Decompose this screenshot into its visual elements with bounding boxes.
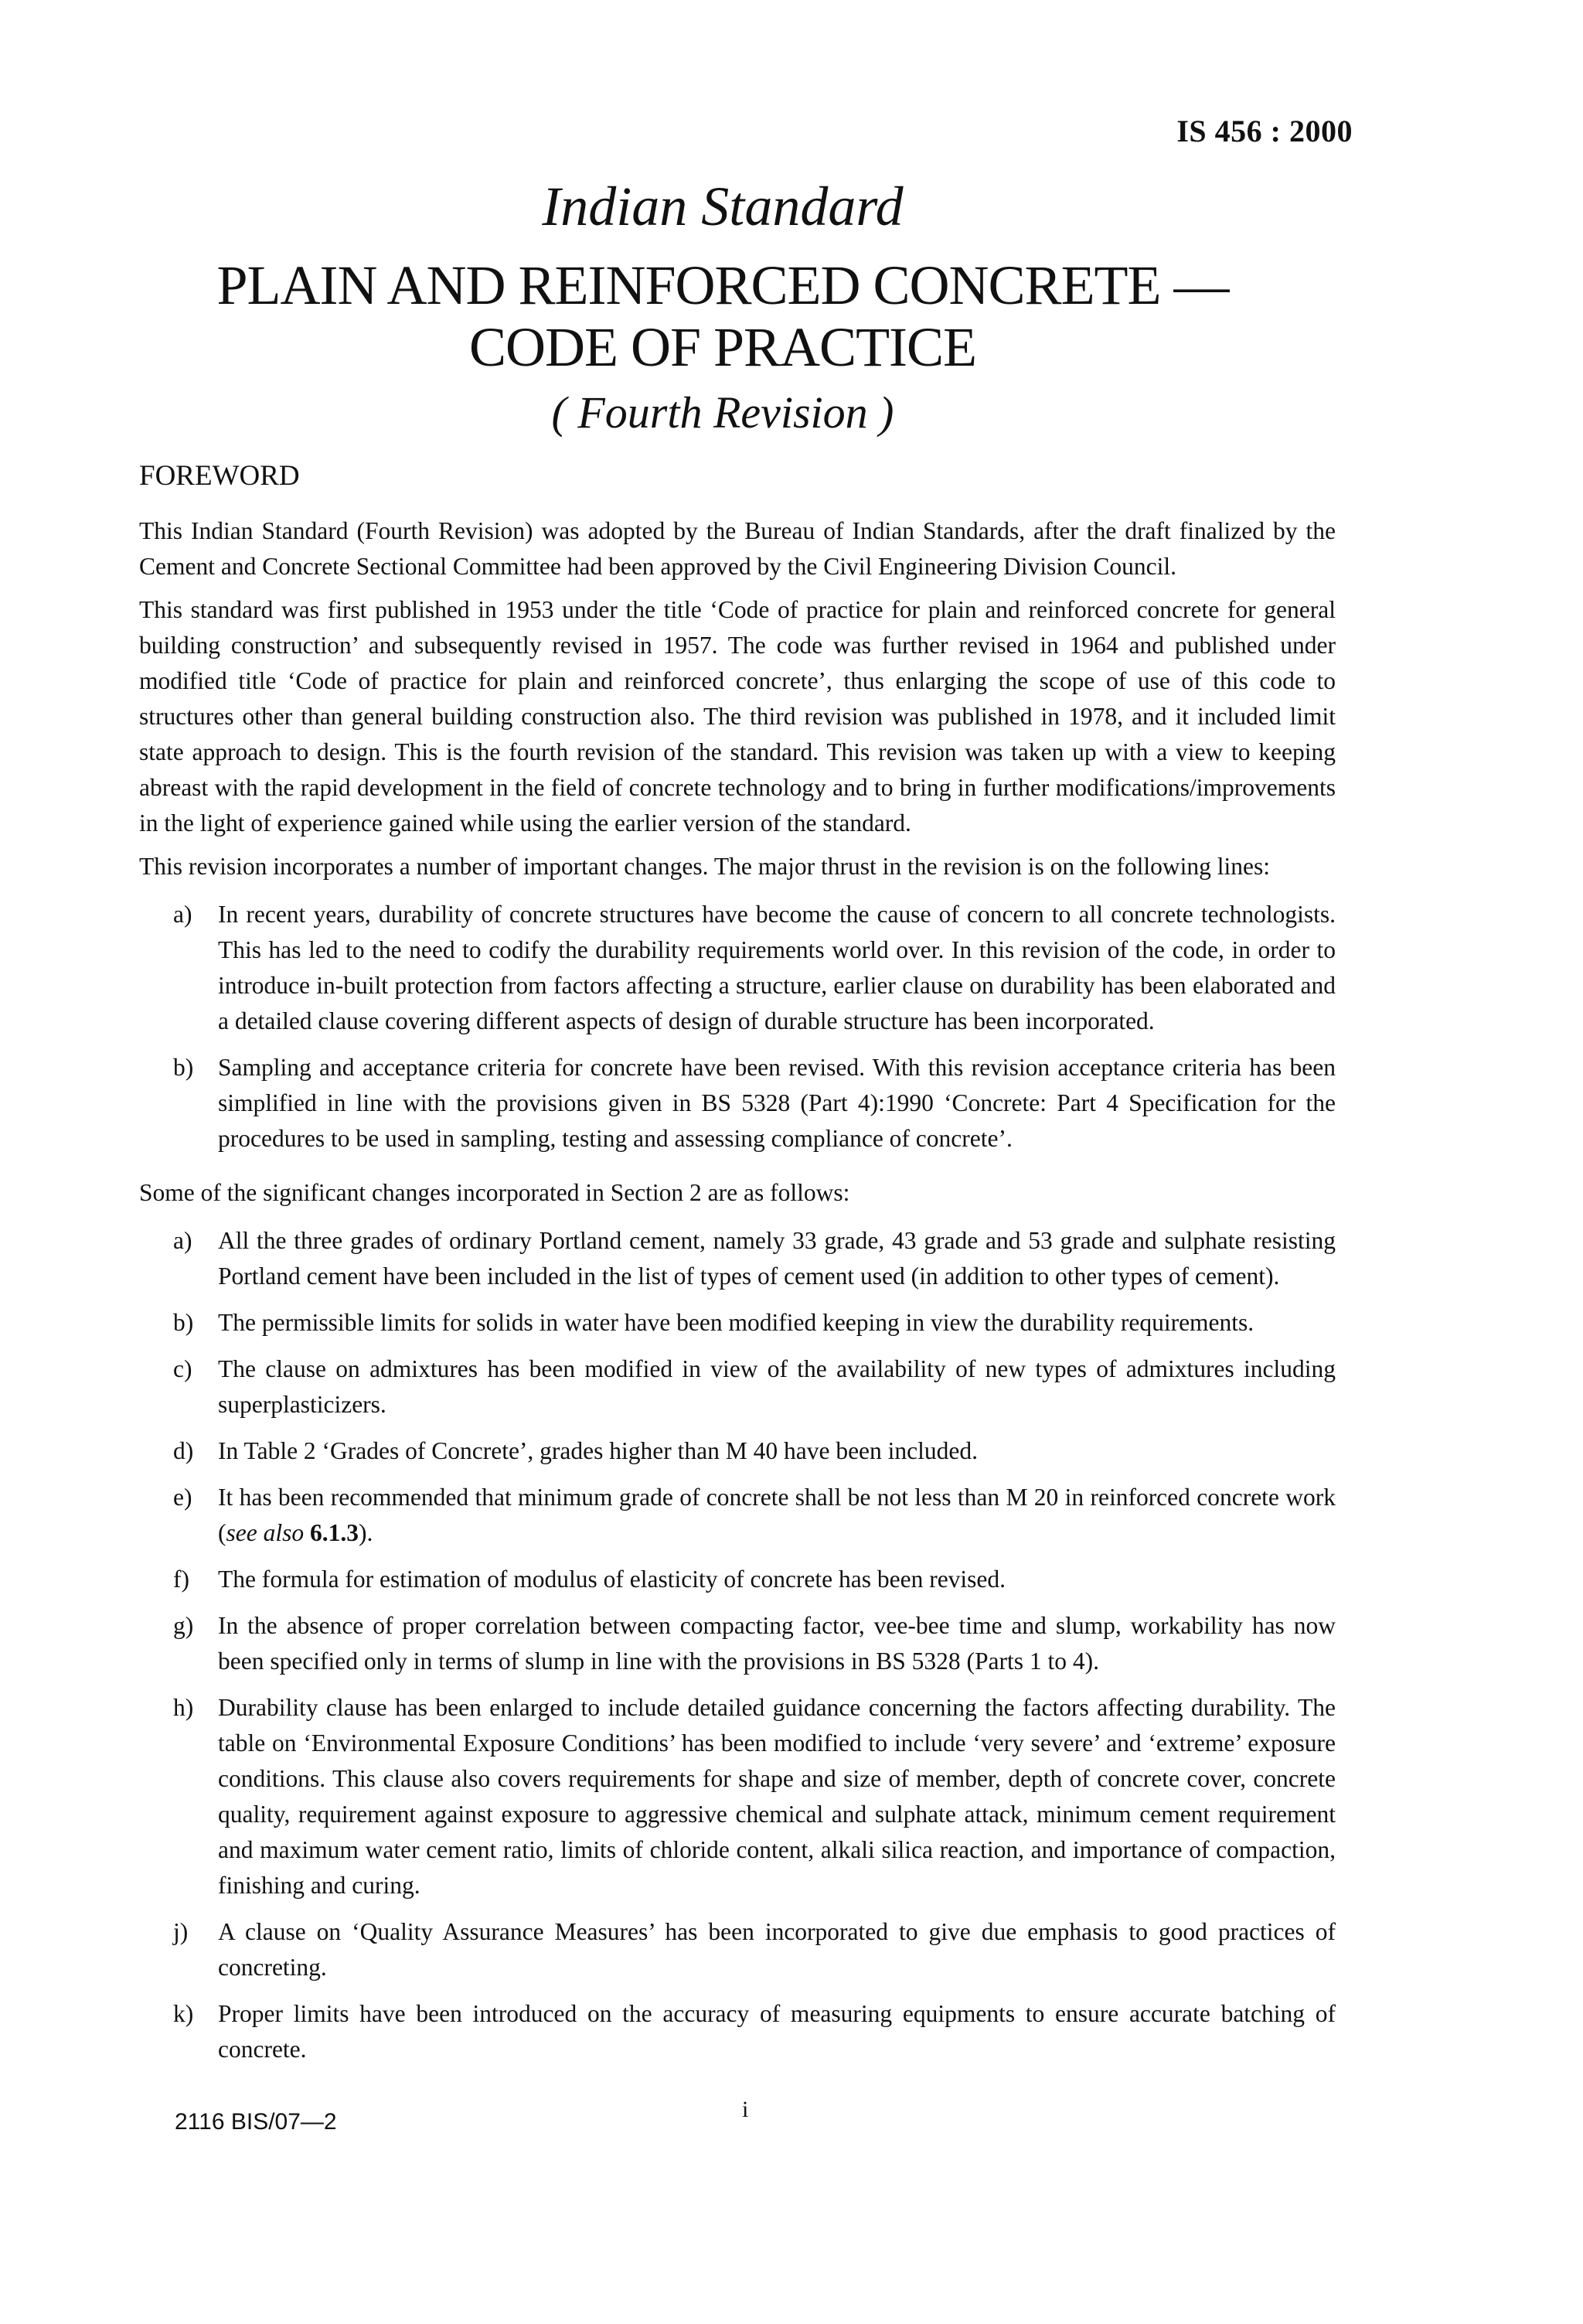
see-also-text: see also [226, 1519, 305, 1546]
list-item-label: b) [173, 1309, 194, 1336]
list-item-text: Proper limits have been introduced on the accuracy of measuring equipments to ensure accurate batching of concrete. [218, 2000, 1336, 2063]
document-title-line-2: CODE OF PRACTICE [468, 316, 977, 378]
list-item [139, 1690, 1336, 1903]
list-item-label: d) [173, 1437, 194, 1464]
list-item-text: The clause on admixtures has been modified in view of the availability of new types of admixtures including superplasticizers. [218, 1355, 1336, 1418]
list-item-text: The permissible limits for solids in water have been modified keeping in view the durability requirements. [218, 1309, 1254, 1336]
list-item-text: In the absence of proper correlation between compacting factor, vee-bee time and slump, workability has now been specified only in terms of slump in line with the provisions in BS 5328 (Parts 1 to 4). [218, 1612, 1336, 1675]
list-item [139, 1351, 1336, 1423]
list-item-label: f) [173, 1566, 189, 1593]
list-item-text: A clause on ‘Quality Assurance Measures’ has been incorporated to give due emphasis to good practices of concreting. [218, 1918, 1336, 1981]
clause-reference: 6.1.3 [309, 1519, 359, 1546]
section2-changes-list [139, 1223, 1336, 2067]
list-item [139, 1996, 1336, 2067]
revision-subtitle: ( Fourth Revision ) [551, 387, 894, 438]
document-title-line-1: PLAIN AND REINFORCED CONCRETE — [216, 254, 1229, 316]
list-item-text: Durability clause has been enlarged to include detailed guidance concerning the factors affecting durability. The table on ‘Environmental Exposure Conditions’ has been modified to include ‘very severe’ and ‘extreme’ exposure conditions. This clause also covers requirements for shape and size of member, depth of concrete cover, concrete quality, requirement against exposure to aggressive chemical and sulphate attack, minimum cement requirement and maximum water cement ratio, limits of chloride content, alkali silica reaction, and importance of compaction, finishing and curing. [218, 1694, 1336, 1899]
foreword-body [139, 513, 1336, 2086]
list-item [139, 897, 1336, 1039]
list-item [139, 1480, 1336, 1551]
print-code: 2116 BIS/07—2 [175, 2109, 337, 2135]
list-item-text [218, 1484, 1336, 1546]
list-item-text: The formula for estimation of modulus of elasticity of concrete has been revised. [218, 1566, 1006, 1593]
list-item-label: a) [173, 1227, 192, 1254]
page-number: i [742, 2097, 749, 2122]
list-item-label: a) [173, 901, 192, 928]
indian-standard-label: Indian Standard [542, 175, 904, 237]
list-item-label: e) [173, 1484, 192, 1511]
list-item [139, 1223, 1336, 1294]
paragraph-history: This standard was first published in 1953 under the title ‘Code of practice for plain and reinforced concrete for general building construction’ and subsequently revised in 1957. The code was further revised in 1964 and published under modified title ‘Code of practice for plain and reinforced concrete’, thus enlarging the scope of use of this code to structures other than general building construction also. The third revision was published in 1978, and it included limit state approach to design. This is the fourth revision of the standard. This revision was taken up with a view to keeping abreast with the rapid development in the field of concrete technology and to bring in further modifications/improvements in the light of experience gained while using the earlier version of the standard. [139, 596, 1336, 837]
list-item-text: In Table 2 ‘Grades of Concrete’, grades higher than M 40 have been included. [218, 1437, 978, 1464]
list-item-label: h) [173, 1694, 194, 1721]
list-item-label: j) [173, 1918, 189, 1945]
paragraph-changes-intro: This revision incorporates a number of important changes. The major thrust in the revision is on the following lines: [139, 853, 1270, 880]
list-item-text: In recent years, durability of concrete structures have become the cause of concern to all concrete technologists. This has led to the need to codify the durability requirements world over. In this revision of the code, in order to introduce in-built protection from factors affecting a structure, earlier clause on durability has been elaborated and a detailed clause covering different aspects of design of durable structure has been incorporated. [218, 901, 1336, 1034]
list-item [139, 1433, 1336, 1469]
list-item-text-start: It has been recommended that minimum grade of concrete shall be not less than M 20 in reinforced concrete work ( [218, 1484, 1336, 1546]
foreword-heading: FOREWORD [139, 460, 300, 492]
list-item-text: All the three grades of ordinary Portland cement, namely 33 grade, 43 grade and 53 grade and sulphate resisting Portland cement have been included in the list of types of cement used (in addition to other types of cement). [218, 1227, 1336, 1290]
list-item [139, 1914, 1336, 1985]
list-item-label: k) [173, 2000, 194, 2027]
list-item [139, 1562, 1336, 1597]
list-item [139, 1608, 1336, 1679]
list-item-text-end: ). [358, 1519, 373, 1546]
list-item-label: g) [173, 1612, 194, 1639]
list-item [139, 1305, 1336, 1341]
list-item-label: c) [173, 1355, 192, 1382]
list-item-label: b) [173, 1054, 194, 1081]
section2-intro: Some of the significant changes incorporated in Section 2 are as follows: [139, 1179, 850, 1206]
list-item-text: Sampling and acceptance criteria for concrete have been revised. With this revision acceptance criteria has been simplified in line with the provisions given in BS 5328 (Part 4):1990 ‘Concrete: Part 4 Specification for the procedures to be used in sampling, testing and assessing compliance of concrete’. [218, 1054, 1336, 1152]
standard-number: IS 456 : 2000 [1176, 114, 1353, 148]
major-changes-list [139, 897, 1336, 1157]
paragraph-adoption: This Indian Standard (Fourth Revision) was adopted by the Bureau of Indian Standards, after the draft finalized by the Cement and Concrete Sectional Committee had been approved by the Civil Engineering Division Council. [139, 517, 1336, 580]
list-item [139, 1050, 1336, 1157]
